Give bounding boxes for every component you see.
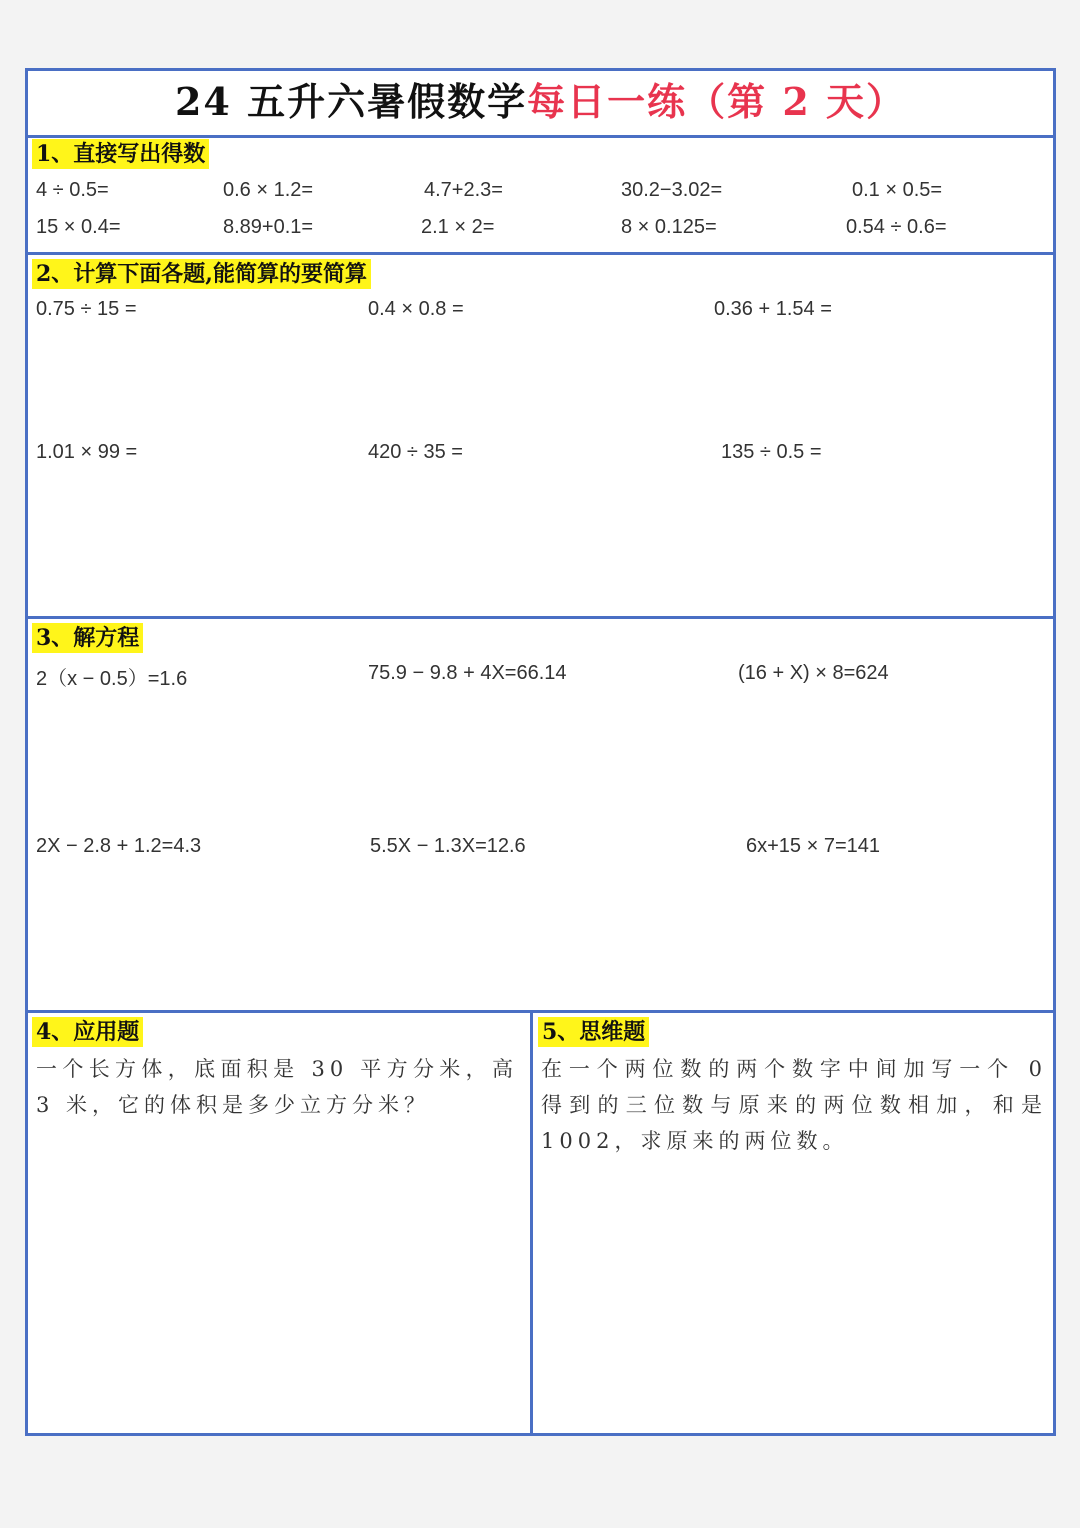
problem-2-2: 0.4 × 0.8 = bbox=[368, 298, 464, 320]
section-calculation bbox=[28, 255, 1053, 619]
problem-1-8: 2.1 × 2= bbox=[421, 216, 495, 238]
problem-1-1: 4 ÷ 0.5= bbox=[36, 179, 109, 201]
equation-6: 6x+15 × 7=141 bbox=[746, 835, 881, 857]
problem-2-4: 1.01 × 99 = bbox=[36, 441, 138, 463]
problem-2-1: 0.75 ÷ 15 = bbox=[36, 298, 137, 320]
section4-heading: 4、应用题 bbox=[32, 1017, 143, 1047]
problem-1-5: 0.1 × 0.5= bbox=[852, 179, 943, 201]
section3-heading: 3、解方程 bbox=[32, 623, 143, 653]
equation-2: 75.9 − 9.8 + 4X=66.14 bbox=[368, 662, 567, 684]
equation-1: 2（x − 0.5）=1.6 bbox=[36, 668, 188, 690]
section5-heading: 5、思维题 bbox=[538, 1017, 649, 1047]
thinking-problem-text: 在一个两位数的两个数字中间加写一个 0 得到的三位数与原来的两位数相加，和是 1002，求原来的两位数。 bbox=[541, 1057, 1047, 1153]
application-problem-text: 一个长方体，底面积是 30 平方分米，高 3 米，它的体积是多少立方分米？ bbox=[36, 1057, 518, 1117]
section-word-problems bbox=[28, 1013, 1053, 1433]
problem-1-7: 8.89+0.1= bbox=[223, 216, 314, 238]
column-divider bbox=[530, 1013, 533, 1433]
problem-1-3: 4.7+2.3= bbox=[424, 179, 503, 201]
equation-5: 5.5X − 1.3X=12.6 bbox=[370, 835, 526, 857]
problem-1-9: 8 × 0.125= bbox=[621, 216, 717, 238]
section-direct-answers bbox=[28, 135, 1053, 255]
problem-1-2: 0.6 × 1.2= bbox=[223, 179, 314, 201]
equation-3: (16 + X) × 8=624 bbox=[738, 662, 889, 684]
problem-2-6: 135 ÷ 0.5 = bbox=[721, 441, 822, 463]
problem-1-6: 15 × 0.4= bbox=[36, 216, 121, 238]
section2-heading: 2、计算下面各题,能简算的要简算 bbox=[32, 259, 371, 289]
title-daily-practice: 每日一练（第 2 天） bbox=[527, 79, 907, 124]
problem-2-3: 0.36 + 1.54 = bbox=[714, 298, 832, 320]
problem-1-10: 0.54 ÷ 0.6= bbox=[846, 216, 947, 238]
worksheet bbox=[25, 68, 1056, 1436]
problem-1-4: 30.2−3.02= bbox=[621, 179, 723, 201]
section-equations bbox=[28, 619, 1053, 1013]
worksheet-title bbox=[28, 71, 1053, 138]
title-main: 24 五升六暑假数学 bbox=[174, 79, 528, 124]
section1-heading: 1、直接写出得数 bbox=[32, 139, 209, 169]
equation-4: 2X − 2.8 + 1.2=4.3 bbox=[36, 835, 202, 857]
problem-2-5: 420 ÷ 35 = bbox=[368, 441, 463, 463]
